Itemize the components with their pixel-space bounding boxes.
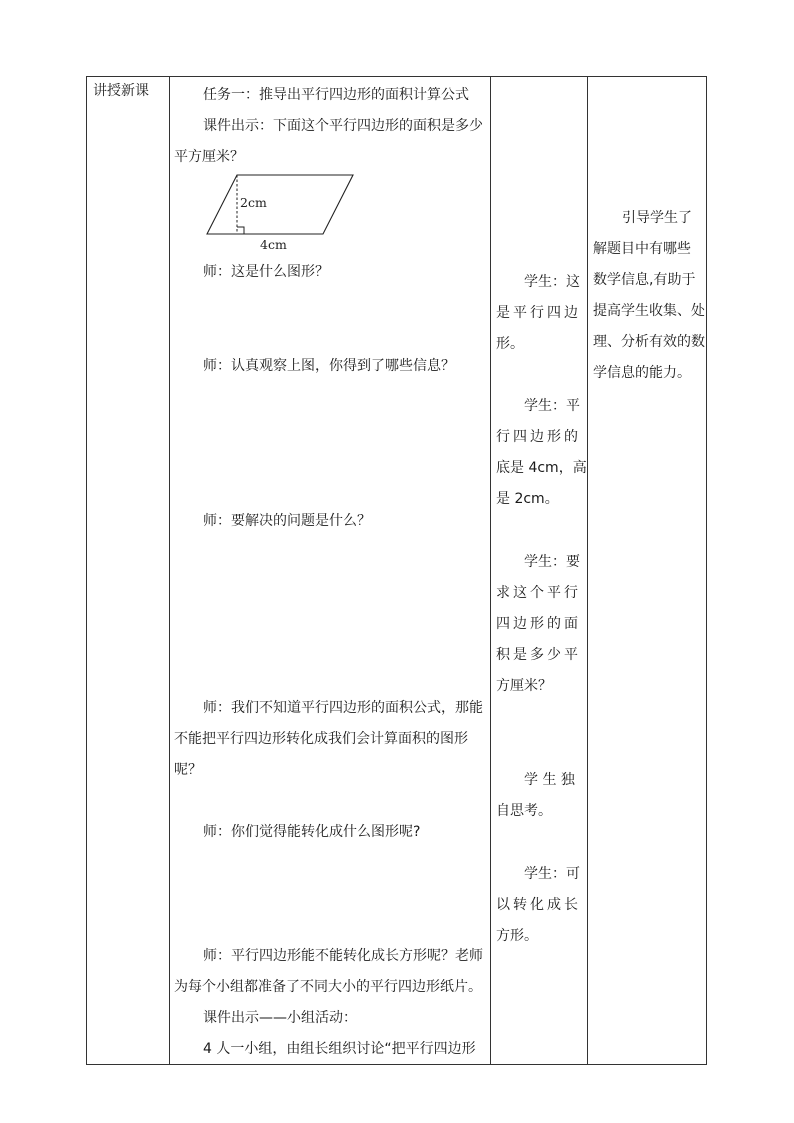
courseware-prompt-line1: 课件出示：下面这个平行四边形的面积是多少 [203, 118, 483, 134]
teacher-question-6-line1: 师：平行四边形能不能转化成长方形呢？老师 [203, 948, 483, 964]
figure-base-label: 4cm [260, 237, 287, 252]
student-answer-5-line: 以转化成长 [496, 897, 581, 913]
teacher-question-5: 师：你们觉得能转化成什么图形呢? [203, 824, 421, 840]
student-answer-2-line: 是 2cm。 [496, 491, 559, 507]
teacher-question-4-line1: 师：我们不知道平行四边形的面积公式，那能 [203, 700, 483, 716]
student-answer-4-line: 学 生 独 [524, 772, 575, 788]
student-answer-2-line: 行四边形的 [496, 429, 581, 445]
student-answer-1-line: 学生：这 [524, 274, 580, 290]
student-answer-1-line: 形。 [496, 336, 524, 352]
column-divider-2 [490, 76, 491, 1065]
design-intent-line: 提高学生收集、处 [593, 303, 705, 319]
design-intent-line: 学信息的能力。 [593, 365, 691, 381]
design-intent-line: 引导学生了 [622, 210, 692, 226]
table-top-border [86, 76, 707, 77]
courseware-prompt-line2: 平方厘米？ [174, 149, 244, 165]
student-answer-5-line: 学生：可 [524, 866, 580, 882]
teacher-question-2: 师：认真观察上图，你得到了哪些信息？ [203, 358, 455, 374]
activity-instruction: 4 人一小组，由组长组织讨论“把平行四边形 [203, 1041, 476, 1057]
table-left-border [86, 76, 87, 1065]
student-answer-4-line: 自思考。 [496, 803, 552, 819]
column-divider-3 [587, 76, 588, 1065]
teacher-question-3: 师：要解决的问题是什么？ [203, 513, 371, 529]
table-right-border [706, 76, 707, 1065]
design-intent-line: 解题目中有哪些 [593, 241, 691, 257]
figure-height-label: 2cm [240, 195, 267, 210]
teacher-question-1: 师：这是什么图形？ [203, 264, 329, 280]
student-answer-3-line: 方厘米？ [496, 678, 552, 694]
teacher-question-4-line3: 呢？ [174, 762, 202, 778]
student-answer-5-line: 方形。 [496, 928, 538, 944]
teacher-question-4-line2: 不能把平行四边形转化成我们会计算面积的图形 [174, 731, 468, 747]
student-answer-3-line: 学生：要 [524, 554, 580, 570]
column-divider-1 [169, 76, 170, 1065]
student-answer-3-line: 四边形的面 [496, 616, 581, 632]
parallelogram-figure [196, 168, 366, 253]
student-answer-1-line: 是平行四边 [496, 305, 581, 321]
design-intent-line: 数学信息,有助于 [593, 272, 696, 288]
design-intent-line: 理、分析有效的数 [593, 334, 705, 350]
activity-title: 课件出示——小组活动： [203, 1010, 357, 1026]
teacher-question-6-line2: 为每个小组都准备了不同大小的平行四边形纸片。 [174, 979, 482, 995]
student-answer-2-line: 底是 4cm，高 [496, 460, 587, 476]
section-label: 讲授新课 [93, 83, 149, 99]
student-answer-3-line: 求这个平行 [496, 585, 581, 601]
student-answer-2-line: 学生：平 [524, 398, 580, 414]
student-answer-3-line: 积是多少平 [496, 647, 581, 663]
task-title: 任务一：推导出平行四边形的面积计算公式 [203, 87, 469, 103]
table-bottom-border [86, 1064, 707, 1065]
